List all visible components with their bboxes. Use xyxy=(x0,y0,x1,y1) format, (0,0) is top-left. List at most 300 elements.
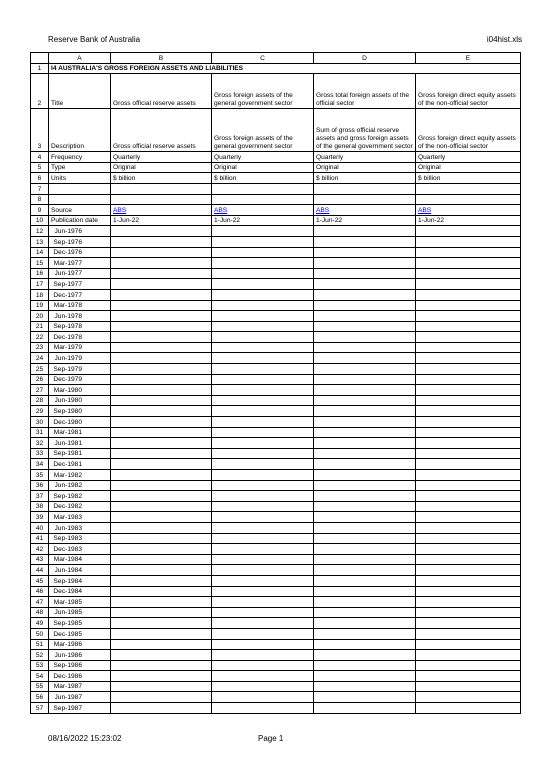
cell[interactable]: Gross foreign assets of the general government sector xyxy=(212,74,314,109)
cell[interactable] xyxy=(314,385,416,396)
cell[interactable] xyxy=(314,470,416,481)
date-cell[interactable]: Sep-1981 xyxy=(49,448,111,459)
cell[interactable] xyxy=(314,703,416,714)
cell[interactable] xyxy=(111,448,212,459)
cell[interactable] xyxy=(212,247,314,258)
cell[interactable] xyxy=(416,660,521,671)
cell[interactable] xyxy=(212,279,314,290)
cell[interactable] xyxy=(212,607,314,618)
cell[interactable] xyxy=(212,565,314,576)
cell[interactable] xyxy=(314,427,416,438)
row-number[interactable]: 46 xyxy=(31,586,49,597)
date-cell[interactable]: Mar-1981 xyxy=(49,427,111,438)
cell[interactable] xyxy=(212,692,314,703)
cell[interactable] xyxy=(111,395,212,406)
cell[interactable] xyxy=(111,480,212,491)
cell[interactable] xyxy=(212,364,314,375)
cell[interactable] xyxy=(416,311,521,322)
cell[interactable] xyxy=(416,332,521,343)
row-number[interactable]: 25 xyxy=(31,364,49,375)
date-cell[interactable]: Sep-1980 xyxy=(49,406,111,417)
cell[interactable] xyxy=(314,247,416,258)
row-number[interactable]: 8 xyxy=(31,194,49,205)
cell[interactable] xyxy=(416,247,521,258)
cell[interactable] xyxy=(416,385,521,396)
cell[interactable]: Quarterly xyxy=(212,152,314,163)
cell[interactable] xyxy=(416,512,521,523)
cell[interactable] xyxy=(111,300,212,311)
cell[interactable] xyxy=(416,628,521,639)
cell[interactable] xyxy=(314,639,416,650)
row-number[interactable]: 6 xyxy=(31,173,49,184)
cell[interactable] xyxy=(212,342,314,353)
date-cell[interactable]: Jun-1987 xyxy=(49,692,111,703)
row-number[interactable]: 39 xyxy=(31,512,49,523)
source-link[interactable]: ABS xyxy=(113,206,127,214)
cell[interactable]: Original xyxy=(212,162,314,173)
cell[interactable] xyxy=(416,321,521,332)
cell[interactable] xyxy=(314,395,416,406)
cell[interactable]: Quarterly xyxy=(314,152,416,163)
cell[interactable] xyxy=(212,258,314,269)
cell[interactable] xyxy=(314,681,416,692)
date-cell[interactable]: Dec-1985 xyxy=(49,628,111,639)
cell[interactable]: $ billion xyxy=(416,173,521,184)
cell[interactable] xyxy=(212,470,314,481)
cell[interactable] xyxy=(314,226,416,237)
cell[interactable] xyxy=(314,618,416,629)
cell[interactable] xyxy=(416,279,521,290)
date-cell[interactable]: Dec-1984 xyxy=(49,586,111,597)
date-cell[interactable]: Mar-1985 xyxy=(49,597,111,608)
cell[interactable] xyxy=(111,247,212,258)
cell[interactable] xyxy=(212,618,314,629)
cell[interactable] xyxy=(416,427,521,438)
row-number[interactable]: 49 xyxy=(31,618,49,629)
cell[interactable] xyxy=(111,512,212,523)
cell[interactable] xyxy=(416,342,521,353)
cell[interactable] xyxy=(416,692,521,703)
cell[interactable] xyxy=(314,438,416,449)
cell[interactable] xyxy=(111,470,212,481)
cell[interactable] xyxy=(314,660,416,671)
row-number[interactable]: 48 xyxy=(31,607,49,618)
date-cell[interactable]: Mar-1982 xyxy=(49,470,111,481)
date-cell[interactable]: Sep-1986 xyxy=(49,660,111,671)
row-number[interactable]: 4 xyxy=(31,152,49,163)
row-number[interactable]: 22 xyxy=(31,332,49,343)
cell[interactable] xyxy=(212,268,314,279)
cell[interactable] xyxy=(416,438,521,449)
cell[interactable] xyxy=(416,554,521,565)
row-number[interactable]: 17 xyxy=(31,279,49,290)
row-number[interactable]: 57 xyxy=(31,703,49,714)
date-cell[interactable]: Sep-1979 xyxy=(49,364,111,375)
row-number[interactable]: 24 xyxy=(31,353,49,364)
cell[interactable] xyxy=(314,321,416,332)
cell[interactable] xyxy=(314,406,416,417)
cell[interactable] xyxy=(212,671,314,682)
row-number[interactable]: 1 xyxy=(31,63,49,74)
cell[interactable] xyxy=(111,554,212,565)
cell[interactable] xyxy=(111,417,212,428)
cell[interactable]: Gross foreign assets of the general government sector xyxy=(212,109,314,152)
cell[interactable] xyxy=(416,491,521,502)
cell[interactable] xyxy=(416,618,521,629)
row-number[interactable]: 29 xyxy=(31,406,49,417)
cell[interactable]: Gross foreign direct equity assets of the non-official sector xyxy=(416,74,521,109)
cell[interactable]: Original xyxy=(111,162,212,173)
cell[interactable] xyxy=(314,554,416,565)
row-number[interactable]: 38 xyxy=(31,501,49,512)
cell[interactable] xyxy=(111,427,212,438)
cell[interactable] xyxy=(314,597,416,608)
cell[interactable] xyxy=(314,236,416,247)
date-cell[interactable]: Dec-1983 xyxy=(49,544,111,555)
date-cell[interactable]: Jun-1976 xyxy=(49,226,111,237)
cell[interactable] xyxy=(111,406,212,417)
row-number[interactable]: 5 xyxy=(31,162,49,173)
cell[interactable] xyxy=(111,671,212,682)
cell[interactable] xyxy=(314,258,416,269)
date-cell[interactable]: Mar-1986 xyxy=(49,639,111,650)
column-header-e[interactable]: E xyxy=(416,53,521,64)
cell[interactable] xyxy=(314,491,416,502)
date-cell[interactable]: Sep-1985 xyxy=(49,618,111,629)
cell[interactable] xyxy=(212,194,314,205)
cell[interactable] xyxy=(416,459,521,470)
cell[interactable] xyxy=(111,236,212,247)
date-cell[interactable]: Mar-1977 xyxy=(49,258,111,269)
row-number[interactable]: 28 xyxy=(31,395,49,406)
cell[interactable] xyxy=(314,628,416,639)
date-cell[interactable]: Sep-1977 xyxy=(49,279,111,290)
cell[interactable]: Gross official reserve assets xyxy=(111,74,212,109)
cell[interactable] xyxy=(314,289,416,300)
source-link[interactable]: ABS xyxy=(316,206,330,214)
cell[interactable] xyxy=(314,311,416,322)
date-cell[interactable]: Sep-1983 xyxy=(49,533,111,544)
cell[interactable] xyxy=(416,417,521,428)
cell[interactable] xyxy=(111,639,212,650)
cell[interactable] xyxy=(212,501,314,512)
date-cell[interactable]: Mar-1978 xyxy=(49,300,111,311)
cell[interactable] xyxy=(212,395,314,406)
cell[interactable] xyxy=(314,501,416,512)
cell[interactable]: Type xyxy=(49,162,111,173)
cell[interactable] xyxy=(314,205,416,216)
row-number[interactable]: 52 xyxy=(31,650,49,661)
row-number[interactable]: 43 xyxy=(31,554,49,565)
cell[interactable] xyxy=(111,586,212,597)
cell[interactable] xyxy=(314,533,416,544)
row-number[interactable]: 10 xyxy=(31,215,49,226)
cell[interactable] xyxy=(111,353,212,364)
cell[interactable] xyxy=(111,692,212,703)
row-number[interactable]: 32 xyxy=(31,438,49,449)
row-number[interactable]: 3 xyxy=(31,109,49,152)
cell[interactable] xyxy=(111,321,212,332)
cell[interactable] xyxy=(111,205,212,216)
row-number[interactable]: 12 xyxy=(31,226,49,237)
cell[interactable]: Quarterly xyxy=(416,152,521,163)
row-number[interactable]: 36 xyxy=(31,480,49,491)
cell[interactable] xyxy=(212,575,314,586)
column-header-b[interactable]: B xyxy=(111,53,212,64)
row-number[interactable]: 7 xyxy=(31,183,49,194)
cell[interactable]: 1-Jun-22 xyxy=(111,215,212,226)
row-number[interactable]: 15 xyxy=(31,258,49,269)
row-number[interactable]: 16 xyxy=(31,268,49,279)
cell[interactable]: $ billion xyxy=(314,173,416,184)
cell[interactable] xyxy=(111,628,212,639)
cell[interactable] xyxy=(314,448,416,459)
cell[interactable] xyxy=(416,406,521,417)
cell[interactable] xyxy=(111,544,212,555)
row-number[interactable]: 34 xyxy=(31,459,49,470)
cell[interactable] xyxy=(416,470,521,481)
cell[interactable] xyxy=(314,575,416,586)
date-cell[interactable]: Jun-1982 xyxy=(49,480,111,491)
cell[interactable]: Title xyxy=(49,74,111,109)
cell[interactable] xyxy=(111,374,212,385)
date-cell[interactable]: Jun-1986 xyxy=(49,650,111,661)
cell[interactable] xyxy=(314,300,416,311)
cell[interactable] xyxy=(314,586,416,597)
date-cell[interactable]: Dec-1982 xyxy=(49,501,111,512)
cell[interactable] xyxy=(416,533,521,544)
date-cell[interactable]: Mar-1983 xyxy=(49,512,111,523)
cell[interactable] xyxy=(111,268,212,279)
date-cell[interactable]: Mar-1979 xyxy=(49,342,111,353)
cell[interactable] xyxy=(314,459,416,470)
cell[interactable] xyxy=(111,332,212,343)
cell[interactable]: Frequency xyxy=(49,152,111,163)
cell[interactable] xyxy=(212,385,314,396)
row-number[interactable]: 21 xyxy=(31,321,49,332)
cell[interactable]: Gross foreign direct equity assets of the non-official sector xyxy=(416,109,521,152)
cell[interactable] xyxy=(314,565,416,576)
cell[interactable]: $ billion xyxy=(111,173,212,184)
cell[interactable] xyxy=(111,342,212,353)
cell[interactable] xyxy=(314,692,416,703)
cell[interactable] xyxy=(111,565,212,576)
cell[interactable] xyxy=(314,332,416,343)
cell[interactable] xyxy=(416,575,521,586)
cell[interactable]: Sum of gross official reserve assets and gross foreign assets of the general government sector xyxy=(314,109,416,152)
cell[interactable] xyxy=(49,194,111,205)
cell[interactable] xyxy=(212,374,314,385)
cell[interactable]: $ billion xyxy=(212,173,314,184)
cell[interactable]: Source xyxy=(49,205,111,216)
row-number[interactable]: 2 xyxy=(31,74,49,109)
cell[interactable] xyxy=(314,364,416,375)
cell[interactable] xyxy=(212,522,314,533)
row-number[interactable]: 53 xyxy=(31,660,49,671)
cell[interactable] xyxy=(314,480,416,491)
cell[interactable] xyxy=(416,268,521,279)
cell[interactable] xyxy=(416,448,521,459)
cell[interactable] xyxy=(212,533,314,544)
row-number[interactable]: 55 xyxy=(31,681,49,692)
cell[interactable] xyxy=(416,681,521,692)
cell[interactable] xyxy=(111,597,212,608)
cell[interactable] xyxy=(212,321,314,332)
row-number[interactable]: 45 xyxy=(31,575,49,586)
row-number[interactable]: 33 xyxy=(31,448,49,459)
cell[interactable] xyxy=(212,417,314,428)
cell[interactable]: Gross total foreign assets of the official sector xyxy=(314,74,416,109)
cell[interactable] xyxy=(111,311,212,322)
cell[interactable] xyxy=(111,607,212,618)
cell[interactable] xyxy=(416,544,521,555)
row-number[interactable]: 44 xyxy=(31,565,49,576)
cell[interactable] xyxy=(314,671,416,682)
cell[interactable] xyxy=(416,586,521,597)
cell[interactable]: Original xyxy=(314,162,416,173)
cell[interactable] xyxy=(212,491,314,502)
row-number[interactable]: 30 xyxy=(31,417,49,428)
row-number[interactable]: 37 xyxy=(31,491,49,502)
row-number[interactable]: 51 xyxy=(31,639,49,650)
row-number[interactable]: 41 xyxy=(31,533,49,544)
cell[interactable] xyxy=(111,491,212,502)
source-link[interactable]: ABS xyxy=(418,206,432,214)
cell[interactable] xyxy=(416,650,521,661)
cell[interactable] xyxy=(314,342,416,353)
cell[interactable] xyxy=(314,544,416,555)
cell[interactable] xyxy=(314,374,416,385)
cell[interactable] xyxy=(416,480,521,491)
cell[interactable] xyxy=(314,512,416,523)
cell[interactable] xyxy=(212,650,314,661)
cell[interactable] xyxy=(416,565,521,576)
cell[interactable] xyxy=(111,438,212,449)
cell[interactable] xyxy=(212,459,314,470)
cell[interactable] xyxy=(314,279,416,290)
cell[interactable] xyxy=(212,205,314,216)
corner-cell[interactable] xyxy=(31,53,49,64)
column-header-a[interactable]: A xyxy=(49,53,111,64)
date-cell[interactable]: Jun-1983 xyxy=(49,522,111,533)
date-cell[interactable]: Mar-1987 xyxy=(49,681,111,692)
row-number[interactable]: 23 xyxy=(31,342,49,353)
row-number[interactable]: 26 xyxy=(31,374,49,385)
cell[interactable] xyxy=(416,258,521,269)
cell[interactable] xyxy=(111,501,212,512)
date-cell[interactable]: Jun-1978 xyxy=(49,311,111,322)
cell[interactable] xyxy=(212,289,314,300)
cell[interactable] xyxy=(212,597,314,608)
cell[interactable]: Description xyxy=(49,109,111,152)
date-cell[interactable]: Dec-1977 xyxy=(49,289,111,300)
cell[interactable] xyxy=(212,639,314,650)
cell[interactable] xyxy=(212,438,314,449)
cell[interactable] xyxy=(416,289,521,300)
row-number[interactable]: 13 xyxy=(31,236,49,247)
cell[interactable] xyxy=(314,183,416,194)
cell[interactable] xyxy=(111,364,212,375)
date-cell[interactable]: Dec-1979 xyxy=(49,374,111,385)
cell[interactable] xyxy=(416,236,521,247)
cell[interactable] xyxy=(416,183,521,194)
date-cell[interactable]: Mar-1980 xyxy=(49,385,111,396)
date-cell[interactable]: Jun-1980 xyxy=(49,395,111,406)
date-cell[interactable]: Dec-1976 xyxy=(49,247,111,258)
cell[interactable] xyxy=(111,226,212,237)
row-number[interactable]: 50 xyxy=(31,628,49,639)
row-number[interactable]: 20 xyxy=(31,311,49,322)
date-cell[interactable]: Dec-1980 xyxy=(49,417,111,428)
cell[interactable] xyxy=(416,194,521,205)
cell[interactable] xyxy=(111,194,212,205)
cell[interactable]: 1-Jun-22 xyxy=(314,215,416,226)
column-header-d[interactable]: D xyxy=(314,53,416,64)
date-cell[interactable]: Dec-1986 xyxy=(49,671,111,682)
cell[interactable] xyxy=(212,703,314,714)
date-cell[interactable]: Jun-1985 xyxy=(49,607,111,618)
date-cell[interactable]: Jun-1984 xyxy=(49,565,111,576)
cell[interactable] xyxy=(416,607,521,618)
date-cell[interactable]: Sep-1976 xyxy=(49,236,111,247)
sheet-title[interactable]: I4 AUSTRALIA'S GROSS FOREIGN ASSETS AND LIABILITIES xyxy=(49,63,521,74)
cell[interactable] xyxy=(212,660,314,671)
cell[interactable] xyxy=(416,226,521,237)
cell[interactable] xyxy=(111,533,212,544)
cell[interactable] xyxy=(416,374,521,385)
date-cell[interactable]: Jun-1979 xyxy=(49,353,111,364)
row-number[interactable]: 31 xyxy=(31,427,49,438)
cell[interactable] xyxy=(111,385,212,396)
column-header-c[interactable]: C xyxy=(212,53,314,64)
cell[interactable] xyxy=(416,353,521,364)
date-cell[interactable]: Sep-1987 xyxy=(49,703,111,714)
cell[interactable] xyxy=(212,681,314,692)
cell[interactable] xyxy=(111,258,212,269)
cell[interactable] xyxy=(212,586,314,597)
cell[interactable] xyxy=(212,183,314,194)
date-cell[interactable]: Sep-1982 xyxy=(49,491,111,502)
cell[interactable] xyxy=(212,353,314,364)
cell[interactable] xyxy=(212,544,314,555)
cell[interactable] xyxy=(314,650,416,661)
cell[interactable] xyxy=(111,459,212,470)
cell[interactable] xyxy=(111,522,212,533)
cell[interactable] xyxy=(111,183,212,194)
cell[interactable]: Original xyxy=(416,162,521,173)
row-number[interactable]: 56 xyxy=(31,692,49,703)
cell[interactable] xyxy=(212,226,314,237)
cell[interactable] xyxy=(416,597,521,608)
cell[interactable] xyxy=(314,607,416,618)
row-number[interactable]: 18 xyxy=(31,289,49,300)
cell[interactable] xyxy=(416,300,521,311)
row-number[interactable]: 40 xyxy=(31,522,49,533)
cell[interactable] xyxy=(314,353,416,364)
date-cell[interactable]: Dec-1978 xyxy=(49,332,111,343)
cell[interactable] xyxy=(111,703,212,714)
cell[interactable] xyxy=(416,501,521,512)
cell[interactable] xyxy=(111,575,212,586)
row-number[interactable]: 19 xyxy=(31,300,49,311)
cell[interactable] xyxy=(212,448,314,459)
date-cell[interactable]: Jun-1977 xyxy=(49,268,111,279)
cell[interactable] xyxy=(212,300,314,311)
cell[interactable]: Units xyxy=(49,173,111,184)
cell[interactable] xyxy=(416,639,521,650)
cell[interactable] xyxy=(212,406,314,417)
row-number[interactable]: 47 xyxy=(31,597,49,608)
